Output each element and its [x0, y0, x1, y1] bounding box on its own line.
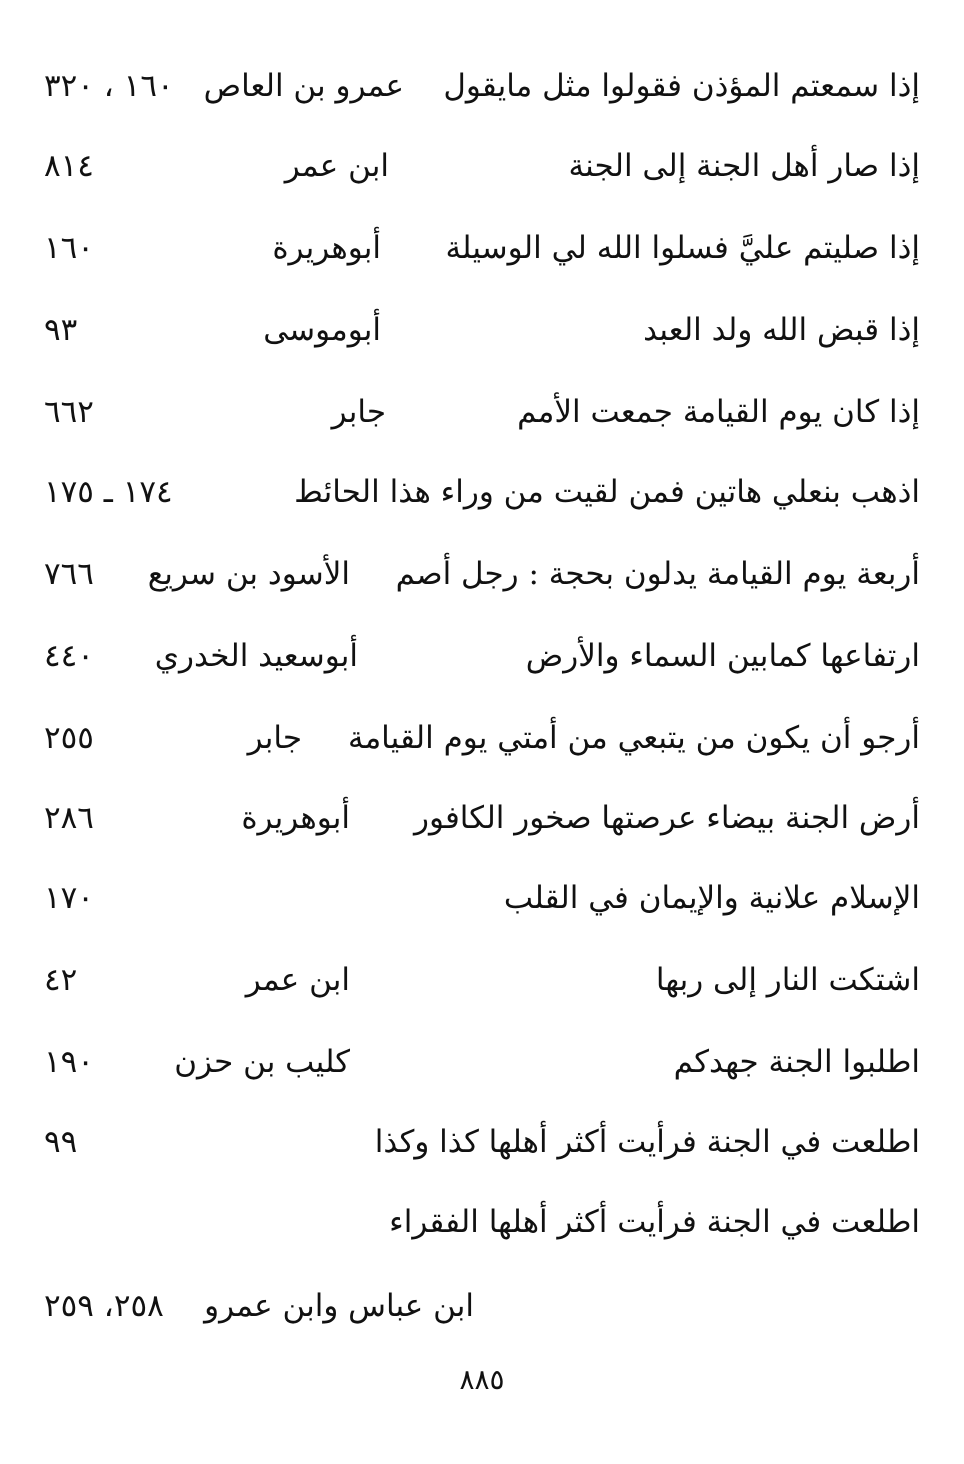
index-entry	[0, 1192, 964, 1252]
narrator-name: كليب بن حزن	[174, 1044, 350, 1080]
page-reference: ٦٦٢	[44, 394, 94, 430]
hadith-text: إذا قبض الله ولد العبد	[643, 312, 920, 348]
narrator-name: عمرو بن العاص	[203, 68, 404, 104]
hadith-text: أرض الجنة بيضاء عرصتها صخور الكافور	[413, 800, 920, 836]
narrator-name: أبوهريرة	[272, 230, 381, 266]
hadith-text: إذا صار أهل الجنة إلى الجنة	[568, 148, 920, 184]
page-number: ٨٨٥	[459, 1363, 505, 1396]
page-reference: ١٩٠	[44, 1044, 94, 1080]
index-entry	[0, 382, 964, 442]
index-entry	[0, 868, 964, 928]
hadith-text: ارتفاعها كمابين السماء والأرض	[525, 638, 920, 674]
index-entry	[0, 1112, 964, 1172]
hadith-text: اذهب بنعلي هاتين فمن لقيت من وراء هذا الحائط	[294, 474, 920, 510]
narrator-name: ابن عباس وابن عمرو	[204, 1288, 474, 1324]
narrator-name: أبوموسى	[263, 312, 381, 348]
hadith-text: إذا صليتم عليَّ فسلوا الله لي الوسيلة	[445, 230, 920, 266]
hadith-text: اطلعت في الجنة فرأيت أكثر أهلها كذا وكذا	[374, 1124, 920, 1160]
index-entry-continuation	[0, 1276, 964, 1336]
hadith-text: اشتكت النار إلى ربها	[655, 962, 920, 998]
page-reference: ١٧٤ ـ ١٧٥	[44, 474, 173, 510]
page-reference: ٢٥٨، ٢٥٩	[44, 1288, 164, 1324]
index-entry	[0, 788, 964, 848]
narrator-name: ابن عمر	[284, 148, 389, 184]
index-entry	[0, 544, 964, 604]
hadith-text: أربعة يوم القيامة يدلون بحجة : رجل أصم	[395, 556, 920, 592]
narrator-name: أبوسعيد الخدري	[154, 638, 358, 674]
index-entry	[0, 218, 964, 278]
page-reference: ٢٥٥	[44, 720, 94, 756]
narrator-name: أبوهريرة	[241, 800, 350, 836]
hadith-text: أرجو أن يكون من يتبعي من أمتي يوم القيامة	[347, 720, 920, 756]
hadith-text: الإسلام علانية والإيمان في القلب	[503, 880, 920, 916]
page-reference: ٤٢	[44, 962, 78, 998]
hadith-text: اطلعت في الجنة فرأيت أكثر أهلها الفقراء	[389, 1204, 920, 1240]
index-entry	[0, 708, 964, 768]
index-entry	[0, 136, 964, 196]
index-entry	[0, 300, 964, 360]
page-reference: ٢٨٦	[44, 800, 94, 836]
page-reference: ٧٦٦	[44, 556, 94, 592]
page-reference: ٩٩	[44, 1124, 78, 1160]
hadith-text: إذا كان يوم القيامة جمعت الأمم	[517, 394, 920, 430]
index-entry	[0, 56, 964, 116]
index-entry	[0, 462, 964, 522]
narrator-name: الأسود بن سريع	[147, 556, 350, 592]
page-reference: ٨١٤	[44, 148, 94, 184]
page-reference: ٩٣	[44, 312, 78, 348]
index-entry	[0, 1032, 964, 1092]
index-entry	[0, 626, 964, 686]
page-reference: ١٦٠	[44, 230, 94, 266]
narrator-name: جابر	[331, 394, 386, 430]
page-reference: ١٧٠	[44, 880, 94, 916]
page-reference: ١٦٠ ، ٣٢٠	[44, 68, 174, 104]
index-entry	[0, 950, 964, 1010]
narrator-name: جابر	[247, 720, 302, 756]
page-reference: ٤٤٠	[44, 638, 94, 674]
narrator-name: ابن عمر	[245, 962, 350, 998]
hadith-text: إذا سمعتم المؤذن فقولوا مثل مايقول	[443, 68, 920, 104]
hadith-text: اطلبوا الجنة جهدكم	[673, 1044, 920, 1080]
